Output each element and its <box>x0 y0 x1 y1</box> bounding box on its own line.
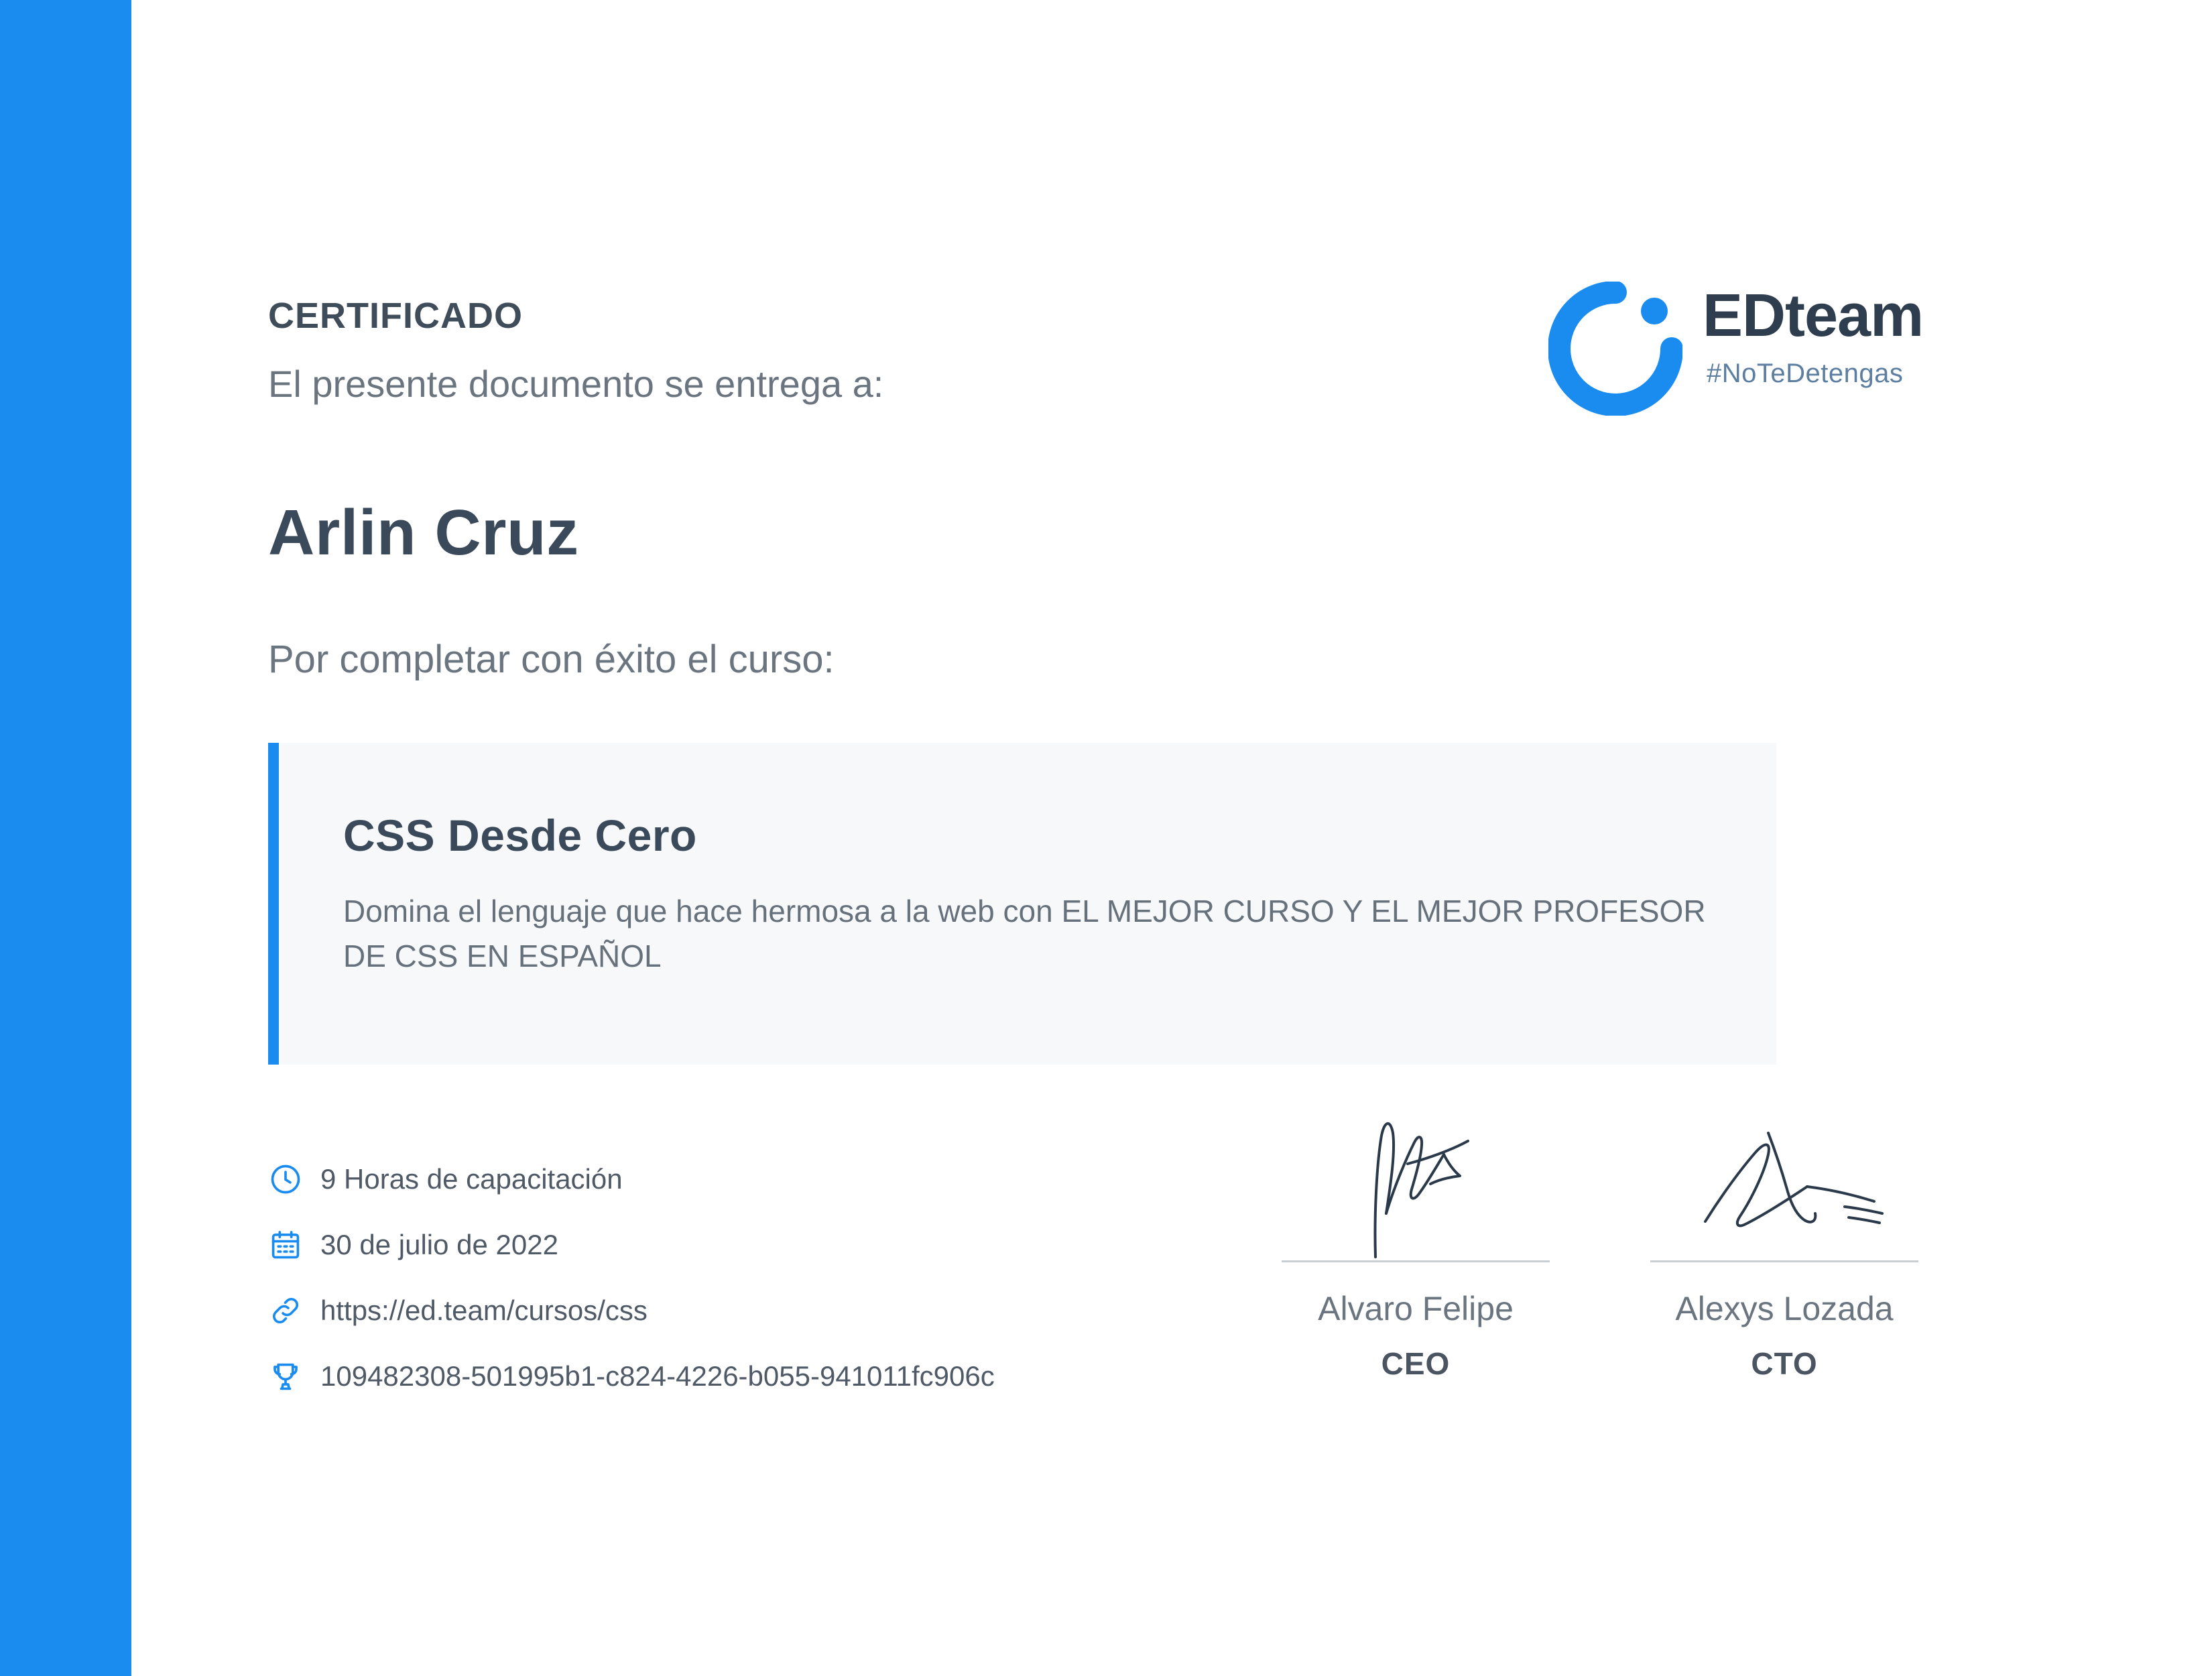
meta-row-code <box>268 1343 1274 1409</box>
meta-row-duration <box>268 1146 1274 1212</box>
edteam-logo <box>1548 275 1977 416</box>
course-description: Domina el lenguaje que hace hermosa a la web con EL MEJOR CURSO Y EL MEJOR PROFESOR DE CSS EN ESPAÑOL <box>343 894 1706 973</box>
certificate-meta-list <box>268 1146 1274 1409</box>
calendar-icon <box>268 1228 320 1262</box>
course-title: CSS Desde Cero <box>343 811 697 860</box>
certificate-reason: Por completar con éxito el curso: <box>268 638 835 681</box>
signature-block-cto <box>1644 1106 1925 1382</box>
course-card <box>268 743 1776 1065</box>
signatures-area <box>1275 1106 2012 1522</box>
brand-tagline: #NoTeDetengas <box>1707 359 1904 388</box>
signature-block-ceo <box>1275 1106 1556 1382</box>
signature-name-cto: Alexys Lozada <box>1675 1290 1894 1327</box>
signature-mark-ceo <box>1275 1106 1556 1260</box>
page-title: CERTIFICADO <box>268 296 523 336</box>
recipient-name: Arlin Cruz <box>268 497 579 568</box>
edteam-circle-icon <box>1548 282 1682 419</box>
meta-row-date <box>268 1212 1274 1278</box>
meta-code-text: 109482308-501995b1-c824-4226-b055-941011fc906c <box>320 1360 995 1392</box>
certificate-content <box>268 0 2091 1676</box>
meta-row-link[interactable] <box>268 1278 1274 1343</box>
signature-role-cto: CTO <box>1751 1346 1818 1381</box>
meta-date-text: 30 de julio de 2022 <box>320 1229 558 1260</box>
signature-line-ceo <box>1282 1260 1550 1262</box>
link-icon <box>268 1293 320 1328</box>
logo-suffix: team <box>1785 282 1924 349</box>
accent-left-bar <box>0 0 131 1676</box>
certificate-subtitle: El presente documento se entrega a: <box>268 363 884 405</box>
signature-role-ceo: CEO <box>1381 1346 1451 1381</box>
meta-duration-text: 9 Horas de capacitación <box>320 1163 623 1195</box>
signature-mark-cto <box>1644 1106 1925 1260</box>
signature-line-cto <box>1650 1260 1918 1262</box>
meta-link-text[interactable]: https://ed.team/cursos/css <box>320 1295 648 1326</box>
signature-name-ceo: Alvaro Felipe <box>1318 1290 1514 1327</box>
edteam-wordmark <box>1703 282 1923 351</box>
trophy-icon <box>268 1359 320 1394</box>
clock-icon <box>268 1162 320 1197</box>
logo-prefix: ED <box>1703 282 1786 349</box>
